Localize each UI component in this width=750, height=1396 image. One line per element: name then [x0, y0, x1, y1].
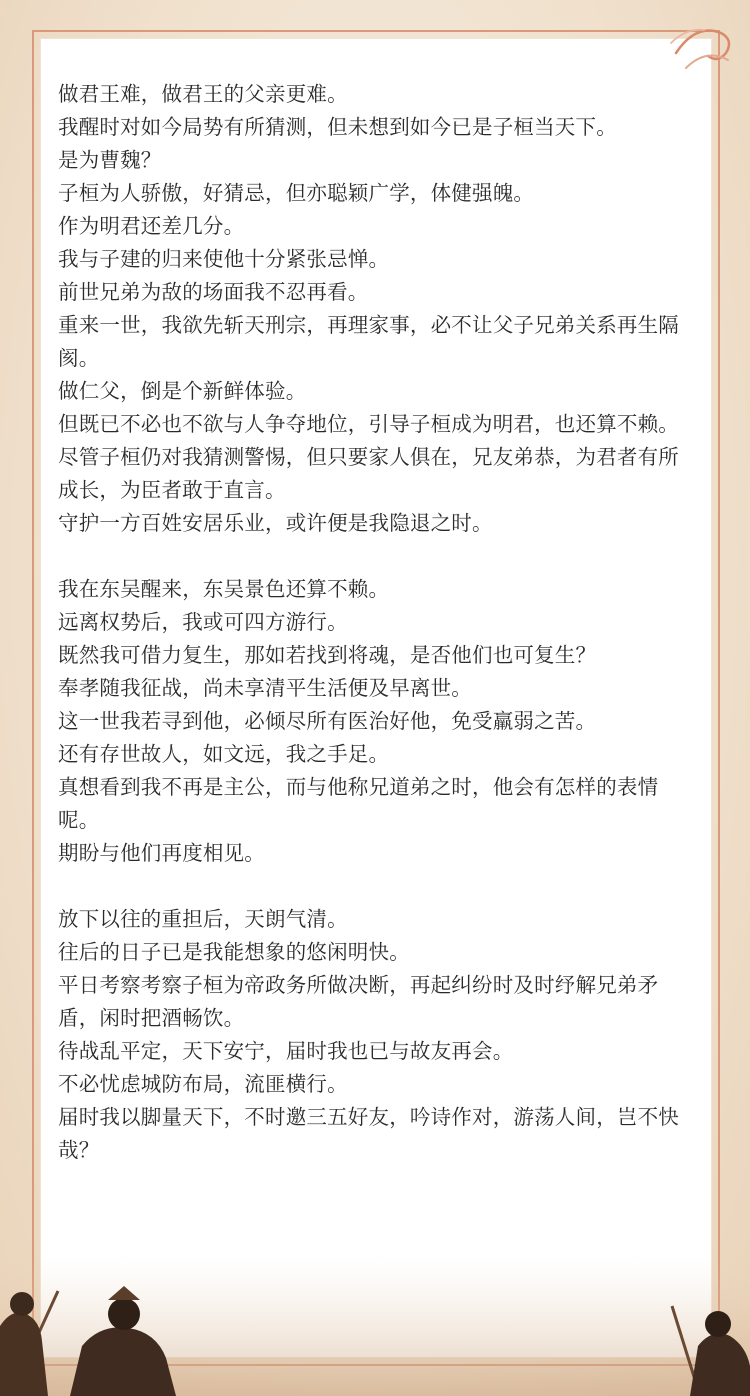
text-line: 我醒时对如今局势有所猜测，但未想到如今已是子桓当天下。 [58, 115, 617, 139]
paragraph-gap [58, 870, 698, 903]
paragraph-2 [58, 573, 698, 870]
text-line: 这一世我若寻到他，必倾尽所有医治好他，免受羸弱之苦。 [58, 709, 597, 733]
text-line: 但既已不必也不欲与人争夺地位，引导子桓成为明君，也还算不赖。 [58, 412, 679, 436]
text-line: 是为曹魏？ [58, 148, 162, 172]
text-line: 奉孝随我征战，尚未享清平生活便及早离世。 [58, 676, 472, 700]
text-line: 还有存世故人，如文远，我之手足。 [58, 742, 390, 766]
text-line: 远离权势后，我或可四方游行。 [58, 610, 348, 634]
text-line: 做君王难，做君王的父亲更难。 [58, 82, 348, 106]
text-line: 重来一世，我欲先斩天刑宗，再理家事，必不让父子兄弟关系再生隔阂。 [58, 313, 679, 370]
text-line: 不必忧虑城防布局，流匪横行。 [58, 1072, 348, 1096]
text-line: 子桓为人骄傲，好猜忌，但亦聪颖广学，体健强魄。 [58, 181, 535, 205]
text-line: 既然我可借力复生，那如若找到将魂，是否他们也可复生？ [58, 643, 597, 667]
article-body [58, 78, 698, 1167]
paragraph-1 [58, 78, 698, 540]
text-line: 前世兄弟为敌的场面我不忍再看。 [58, 280, 369, 304]
text-line: 守护一方百姓安居乐业，或许便是我隐退之时。 [58, 511, 493, 535]
text-line: 真想看到我不再是主公，而与他称兄道弟之时，他会有怎样的表情呢。 [58, 775, 659, 832]
text-line: 届时我以脚量天下，不时邀三五好友，吟诗作对，游荡人间，岂不快哉？ [58, 1105, 679, 1162]
text-line: 放下以往的重担后，天朗气清。 [58, 907, 348, 931]
text-line: 我在东吴醒来，东吴景色还算不赖。 [58, 577, 390, 601]
paragraph-3 [58, 903, 698, 1167]
text-line: 往后的日子已是我能想象的悠闲明快。 [58, 940, 410, 964]
text-line: 我与子建的归来使他十分紧张忌惮。 [58, 247, 390, 271]
text-line: 期盼与他们再度相见。 [58, 841, 265, 865]
text-line: 平日考察考察子桓为帝政务所做决断，再起纠纷时及时纾解兄弟矛盾，闲时把酒畅饮。 [58, 973, 659, 1030]
text-line: 做仁父，倒是个新鲜体验。 [58, 379, 307, 403]
text-line: 作为明君还差几分。 [58, 214, 245, 238]
text-line: 尽管子桓仍对我猜测警惕，但只要家人俱在，兄友弟恭，为君者有所成长，为臣者敢于直言。 [58, 445, 679, 502]
text-line: 待战乱平定，天下安宁，届时我也已与故友再会。 [58, 1039, 514, 1063]
paragraph-gap [58, 540, 698, 573]
